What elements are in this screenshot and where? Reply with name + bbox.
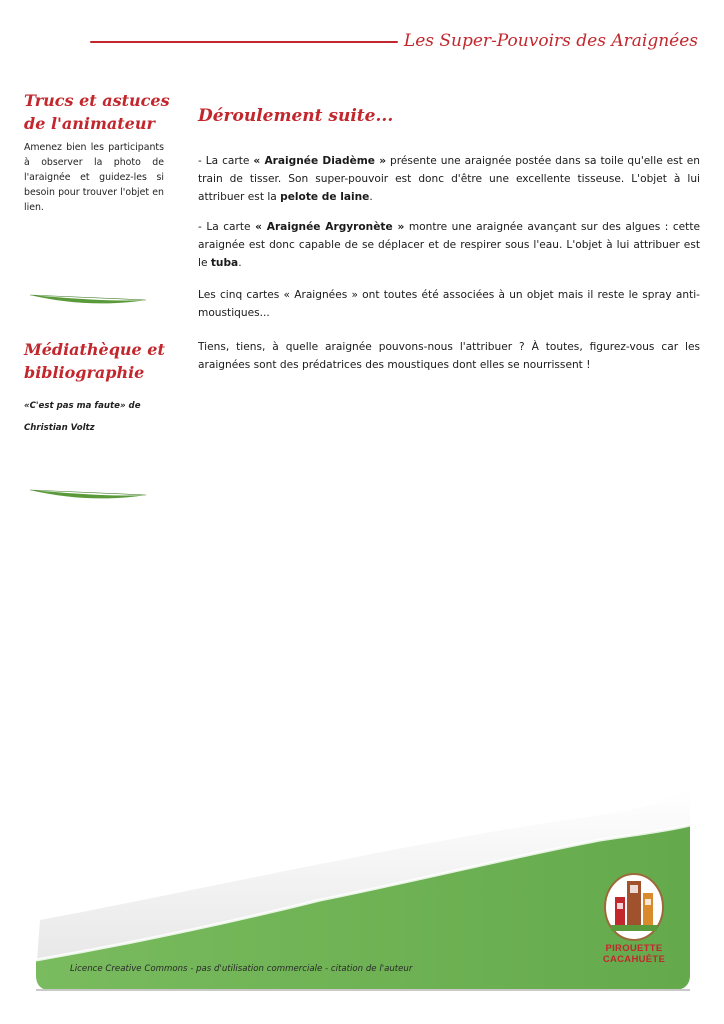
book-title: «C'est pas ma faute» de [24, 401, 141, 411]
logo-text-line1: PIROUETTE [605, 943, 663, 954]
leaf-divider-icon [28, 487, 148, 501]
paragraph-argyronete: - La carte « Araignée Argyronète » montre une araignée avançant sur des algues : cette araignée est donc capable de se déplacer et de respirer sous l'eau. L'objet à lui attribuer est le tuba. [198, 221, 701, 269]
tips-title-line2: de l'animateur [24, 114, 155, 133]
book-reference [24, 395, 174, 439]
section-heading: Déroulement suite... [198, 106, 394, 126]
book-author: Christian Voltz [24, 423, 95, 433]
media-title-line1: Médiathèque et [24, 340, 165, 359]
leaf-divider-icon [28, 292, 148, 306]
paragraph-conclusion: Tiens, tiens, à quelle araignée pouvons-nous l'attribuer ? À toutes, figurez-vous car les araignées sont des prédatrices des moustiques dont elles se nourrissent ! [198, 341, 700, 371]
license-text: Licence Creative Commons - pas d'utilisation commerciale - citation de l'auteur [70, 964, 413, 974]
logo-text-line2: CACAHUÈTE [602, 954, 666, 965]
tips-text: Amenez bien les participants à observer la photo de l'araignée et guidez-les si besoin pour trouver l'objet en lien. [24, 142, 164, 213]
tips-title [24, 89, 184, 135]
header-rule [90, 41, 398, 43]
media-title-line2: bibliographie [24, 363, 145, 382]
media-title [24, 338, 184, 384]
paragraph-diademe: - La carte « Araignée Diadème » présente une araignée postée dans sa toile qu'elle est en train de tisser. Son super-pouvoir est donc d'être une excellente tisseuse. L'objet à lui attribuer est la pelote de laine. [198, 155, 700, 203]
tips-title-line1: Trucs et astuces [24, 91, 170, 110]
paragraph-spray: Les cinq cartes « Araignées » ont toutes été associées à un objet mais il reste le spray anti-moustiques... [198, 289, 700, 319]
document-title: Les Super-Pouvoirs des Araignées [403, 31, 698, 51]
